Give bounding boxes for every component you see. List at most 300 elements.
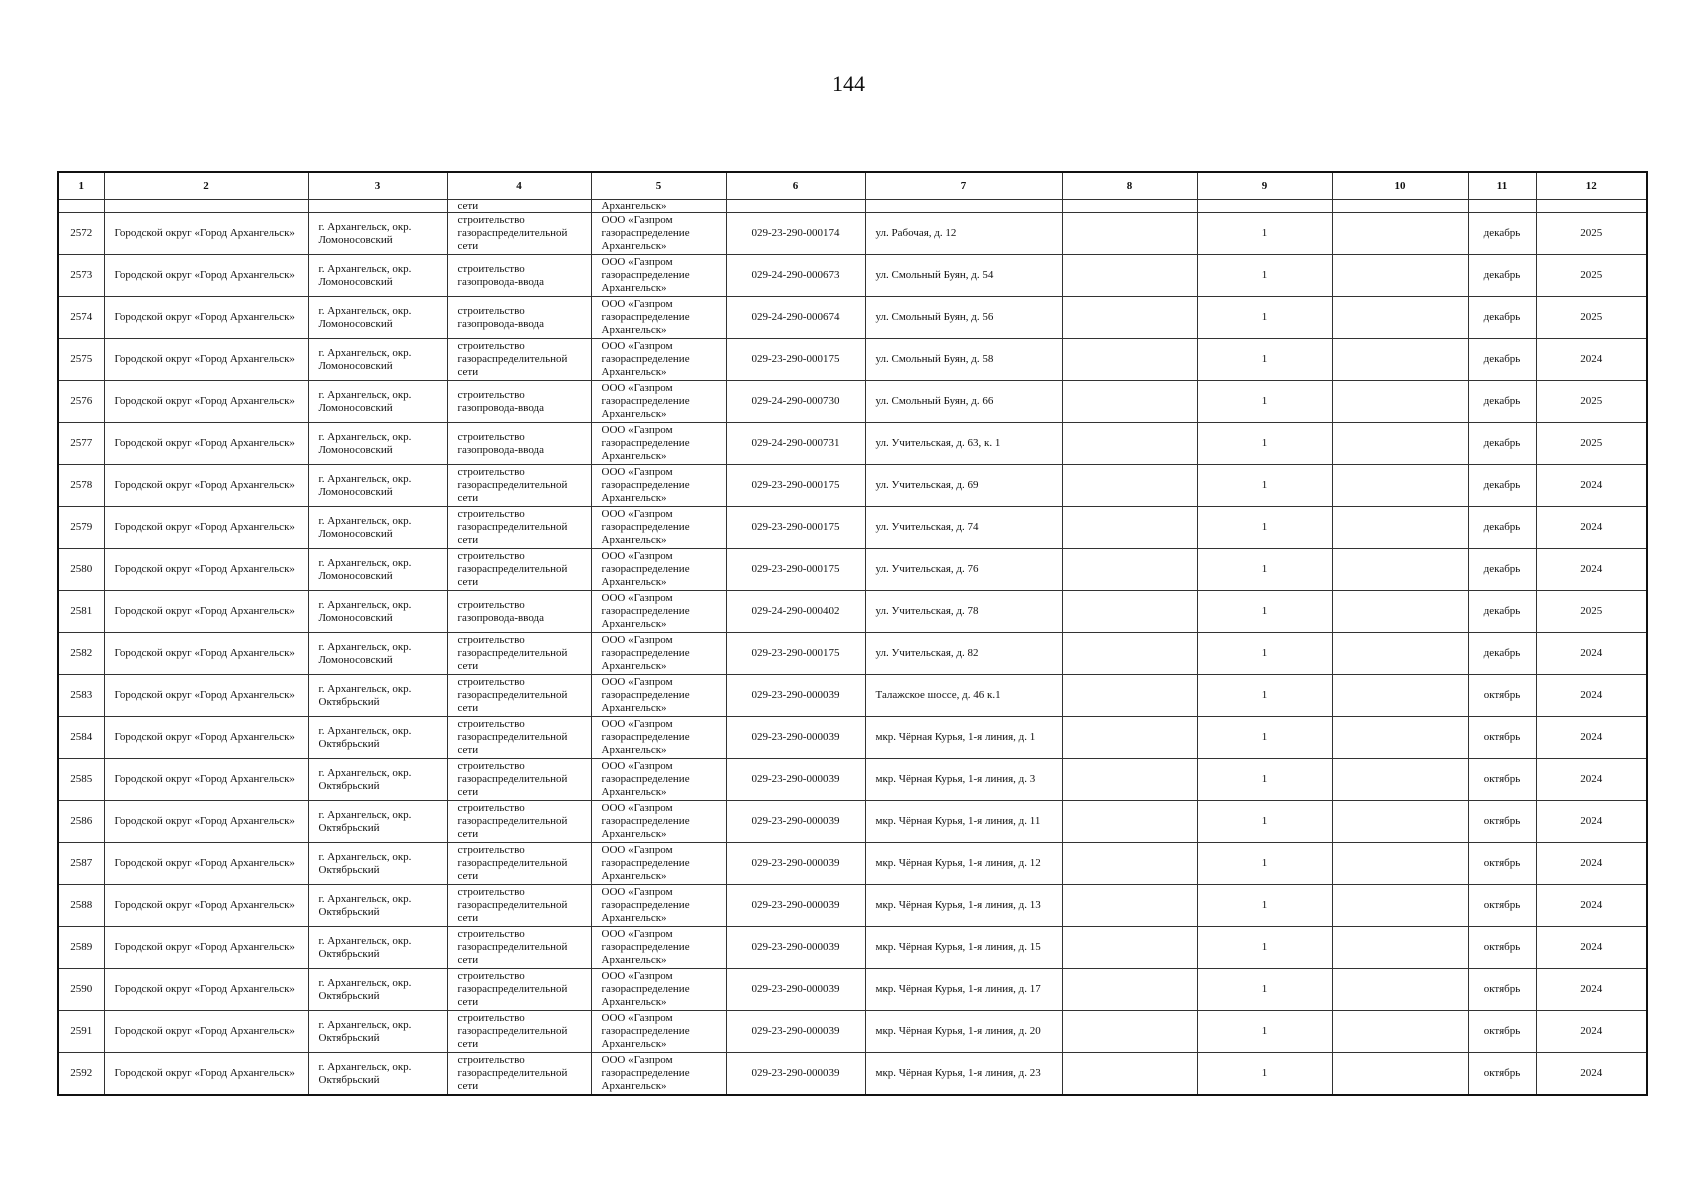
- district-cell: Городской округ «Город Архангельск»: [104, 591, 308, 633]
- column-8-cell: [1062, 633, 1197, 675]
- column-8-cell: [1062, 200, 1197, 213]
- location-cell: г. Архангельск, окр. Октябрьский: [308, 885, 447, 927]
- column-10-cell: [1332, 1053, 1468, 1096]
- year-cell: 2024: [1536, 465, 1647, 507]
- district-cell: Городской округ «Город Архангельск»: [104, 759, 308, 801]
- quantity-cell: 1: [1197, 255, 1332, 297]
- month-cell: декабрь: [1468, 633, 1536, 675]
- column-header-6: 6: [726, 172, 865, 200]
- year-cell: 2025: [1536, 423, 1647, 465]
- year-cell: 2024: [1536, 717, 1647, 759]
- table-row: [58, 927, 1647, 969]
- address-cell: мкр. Чёрная Курья, 1-я линия, д. 23: [865, 1053, 1062, 1096]
- table-body: [58, 200, 1647, 1096]
- code-cell: 029-23-290-000039: [726, 1011, 865, 1053]
- quantity-cell: [1197, 200, 1332, 213]
- month-cell: октябрь: [1468, 717, 1536, 759]
- column-10-cell: [1332, 675, 1468, 717]
- month-cell: октябрь: [1468, 969, 1536, 1011]
- column-8-cell: [1062, 885, 1197, 927]
- column-8-cell: [1062, 717, 1197, 759]
- month-cell: октябрь: [1468, 801, 1536, 843]
- year-cell: 2024: [1536, 507, 1647, 549]
- work-type-cell: сети: [447, 200, 591, 213]
- organization-cell: ООО «Газпром газораспределение Архангельск»: [591, 885, 726, 927]
- month-cell: декабрь: [1468, 381, 1536, 423]
- location-cell: г. Архангельск, окр. Октябрьский: [308, 801, 447, 843]
- location-cell: г. Архангельск, окр. Ломоносовский: [308, 213, 447, 255]
- organization-cell: ООО «Газпром газораспределение Архангельск»: [591, 423, 726, 465]
- district-cell: Городской округ «Город Архангельск»: [104, 549, 308, 591]
- header-row: [58, 172, 1647, 200]
- code-cell: 029-23-290-000175: [726, 507, 865, 549]
- column-header-11: 11: [1468, 172, 1536, 200]
- column-8-cell: [1062, 213, 1197, 255]
- month-cell: декабрь: [1468, 423, 1536, 465]
- code-cell: 029-23-290-000174: [726, 213, 865, 255]
- column-8-cell: [1062, 591, 1197, 633]
- address-cell: ул. Рабочая, д. 12: [865, 213, 1062, 255]
- work-type-cell: строительство газораспределительной сети: [447, 717, 591, 759]
- column-8-cell: [1062, 801, 1197, 843]
- column-10-cell: [1332, 200, 1468, 213]
- table-row: [58, 675, 1647, 717]
- district-cell: Городской округ «Город Архангельск»: [104, 801, 308, 843]
- district-cell: Городской округ «Город Архангельск»: [104, 297, 308, 339]
- table-row: [58, 591, 1647, 633]
- month-cell: октябрь: [1468, 843, 1536, 885]
- code-cell: 029-23-290-000175: [726, 465, 865, 507]
- column-header-8: 8: [1062, 172, 1197, 200]
- work-type-cell: строительство газораспределительной сети: [447, 1053, 591, 1096]
- column-header-10: 10: [1332, 172, 1468, 200]
- table-row: [58, 507, 1647, 549]
- quantity-cell: 1: [1197, 381, 1332, 423]
- column-8-cell: [1062, 1053, 1197, 1096]
- organization-cell: ООО «Газпром газораспределение Архангельск»: [591, 1053, 726, 1096]
- year-cell: 2024: [1536, 549, 1647, 591]
- organization-cell: ООО «Газпром газораспределение Архангельск»: [591, 969, 726, 1011]
- address-cell: мкр. Чёрная Курья, 1-я линия, д. 3: [865, 759, 1062, 801]
- row-number: 2588: [58, 885, 104, 927]
- month-cell: декабрь: [1468, 591, 1536, 633]
- table-row: [58, 339, 1647, 381]
- location-cell: г. Архангельск, окр. Ломоносовский: [308, 507, 447, 549]
- column-10-cell: [1332, 717, 1468, 759]
- month-cell: октябрь: [1468, 927, 1536, 969]
- quantity-cell: 1: [1197, 339, 1332, 381]
- month-cell: октябрь: [1468, 1011, 1536, 1053]
- column-10-cell: [1332, 507, 1468, 549]
- row-number: 2579: [58, 507, 104, 549]
- location-cell: г. Архангельск, окр. Октябрьский: [308, 927, 447, 969]
- code-cell: 029-24-290-000731: [726, 423, 865, 465]
- organization-cell: ООО «Газпром газораспределение Архангельск»: [591, 297, 726, 339]
- month-cell: декабрь: [1468, 297, 1536, 339]
- year-cell: [1536, 200, 1647, 213]
- year-cell: 2025: [1536, 591, 1647, 633]
- organization-cell: ООО «Газпром газораспределение Архангельск»: [591, 633, 726, 675]
- quantity-cell: 1: [1197, 675, 1332, 717]
- organization-cell: ООО «Газпром газораспределение Архангельск»: [591, 759, 726, 801]
- quantity-cell: 1: [1197, 801, 1332, 843]
- organization-cell: ООО «Газпром газораспределение Архангельск»: [591, 549, 726, 591]
- location-cell: г. Архангельск, окр. Октябрьский: [308, 675, 447, 717]
- code-cell: 029-23-290-000039: [726, 759, 865, 801]
- address-cell: ул. Учительская, д. 74: [865, 507, 1062, 549]
- column-8-cell: [1062, 759, 1197, 801]
- row-number: 2575: [58, 339, 104, 381]
- column-10-cell: [1332, 1011, 1468, 1053]
- year-cell: 2024: [1536, 885, 1647, 927]
- work-type-cell: строительство газораспределительной сети: [447, 843, 591, 885]
- month-cell: октябрь: [1468, 675, 1536, 717]
- column-10-cell: [1332, 885, 1468, 927]
- district-cell: Городской округ «Город Архангельск»: [104, 969, 308, 1011]
- address-cell: ул. Смольный Буян, д. 66: [865, 381, 1062, 423]
- organization-cell: ООО «Газпром газораспределение Архангельск»: [591, 381, 726, 423]
- row-number: 2587: [58, 843, 104, 885]
- table-row: [58, 969, 1647, 1011]
- year-cell: 2024: [1536, 1053, 1647, 1096]
- quantity-cell: 1: [1197, 549, 1332, 591]
- work-type-cell: строительство газораспределительной сети: [447, 675, 591, 717]
- row-number: 2583: [58, 675, 104, 717]
- code-cell: 029-23-290-000039: [726, 969, 865, 1011]
- address-cell: Талажское шоссе, д. 46 к.1: [865, 675, 1062, 717]
- year-cell: 2024: [1536, 633, 1647, 675]
- table-row: [58, 549, 1647, 591]
- row-number: [58, 200, 104, 213]
- column-10-cell: [1332, 843, 1468, 885]
- month-cell: [1468, 200, 1536, 213]
- location-cell: г. Архангельск, окр. Ломоносовский: [308, 591, 447, 633]
- table-row: [58, 465, 1647, 507]
- year-cell: 2025: [1536, 255, 1647, 297]
- column-10-cell: [1332, 255, 1468, 297]
- district-cell: Городской округ «Город Архангельск»: [104, 633, 308, 675]
- column-header-3: 3: [308, 172, 447, 200]
- quantity-cell: 1: [1197, 633, 1332, 675]
- address-cell: ул. Учительская, д. 76: [865, 549, 1062, 591]
- address-cell: мкр. Чёрная Курья, 1-я линия, д. 15: [865, 927, 1062, 969]
- quantity-cell: 1: [1197, 717, 1332, 759]
- year-cell: 2024: [1536, 927, 1647, 969]
- column-header-4: 4: [447, 172, 591, 200]
- code-cell: 029-24-290-000673: [726, 255, 865, 297]
- district-cell: Городской округ «Город Архангельск»: [104, 717, 308, 759]
- code-cell: 029-23-290-000039: [726, 1053, 865, 1096]
- work-type-cell: строительство газораспределительной сети: [447, 927, 591, 969]
- work-type-cell: строительство газопровода-ввода: [447, 591, 591, 633]
- location-cell: г. Архангельск, окр. Октябрьский: [308, 1053, 447, 1096]
- code-cell: 029-23-290-000039: [726, 801, 865, 843]
- month-cell: декабрь: [1468, 339, 1536, 381]
- work-type-cell: строительство газопровода-ввода: [447, 381, 591, 423]
- column-10-cell: [1332, 927, 1468, 969]
- row-number: 2589: [58, 927, 104, 969]
- district-cell: Городской округ «Город Архангельск»: [104, 255, 308, 297]
- table-row: [58, 381, 1647, 423]
- year-cell: 2024: [1536, 843, 1647, 885]
- quantity-cell: 1: [1197, 591, 1332, 633]
- column-header-2: 2: [104, 172, 308, 200]
- work-type-cell: строительство газораспределительной сети: [447, 213, 591, 255]
- work-type-cell: строительство газораспределительной сети: [447, 801, 591, 843]
- address-cell: ул. Учительская, д. 69: [865, 465, 1062, 507]
- column-10-cell: [1332, 339, 1468, 381]
- organization-cell: ООО «Газпром газораспределение Архангельск»: [591, 675, 726, 717]
- quantity-cell: 1: [1197, 465, 1332, 507]
- row-number: 2578: [58, 465, 104, 507]
- location-cell: г. Архангельск, окр. Октябрьский: [308, 759, 447, 801]
- row-number: 2572: [58, 213, 104, 255]
- month-cell: декабрь: [1468, 255, 1536, 297]
- district-cell: Городской округ «Город Архангельск»: [104, 339, 308, 381]
- district-cell: Городской округ «Город Архангельск»: [104, 507, 308, 549]
- organization-cell: ООО «Газпром газораспределение Архангельск»: [591, 927, 726, 969]
- organization-cell: ООО «Газпром газораспределение Архангельск»: [591, 843, 726, 885]
- column-header-12: 12: [1536, 172, 1647, 200]
- column-header-9: 9: [1197, 172, 1332, 200]
- column-10-cell: [1332, 549, 1468, 591]
- location-cell: г. Архангельск, окр. Октябрьский: [308, 969, 447, 1011]
- address-cell: ул. Смольный Буян, д. 56: [865, 297, 1062, 339]
- column-8-cell: [1062, 507, 1197, 549]
- column-8-cell: [1062, 297, 1197, 339]
- column-10-cell: [1332, 591, 1468, 633]
- code-cell: 029-23-290-000039: [726, 717, 865, 759]
- month-cell: октябрь: [1468, 1053, 1536, 1096]
- month-cell: декабрь: [1468, 549, 1536, 591]
- address-cell: ул. Смольный Буян, д. 54: [865, 255, 1062, 297]
- district-cell: Городской округ «Город Архангельск»: [104, 381, 308, 423]
- location-cell: г. Архангельск, окр. Октябрьский: [308, 843, 447, 885]
- address-cell: мкр. Чёрная Курья, 1-я линия, д. 20: [865, 1011, 1062, 1053]
- table-row: [58, 717, 1647, 759]
- location-cell: г. Архангельск, окр. Ломоносовский: [308, 633, 447, 675]
- location-cell: г. Архангельск, окр. Ломоносовский: [308, 297, 447, 339]
- quantity-cell: 1: [1197, 969, 1332, 1011]
- code-cell: 029-23-290-000039: [726, 927, 865, 969]
- organization-cell: ООО «Газпром газораспределение Архангельск»: [591, 801, 726, 843]
- table-row: [58, 759, 1647, 801]
- location-cell: г. Архангельск, окр. Ломоносовский: [308, 255, 447, 297]
- organization-cell: ООО «Газпром газораспределение Архангельск»: [591, 465, 726, 507]
- column-10-cell: [1332, 423, 1468, 465]
- address-cell: мкр. Чёрная Курья, 1-я линия, д. 17: [865, 969, 1062, 1011]
- district-cell: Городской округ «Город Архангельск»: [104, 423, 308, 465]
- year-cell: 2025: [1536, 297, 1647, 339]
- district-cell: Городской округ «Город Архангельск»: [104, 1011, 308, 1053]
- quantity-cell: 1: [1197, 1011, 1332, 1053]
- code-cell: 029-23-290-000039: [726, 675, 865, 717]
- organization-cell: ООО «Газпром газораспределение Архангельск»: [591, 339, 726, 381]
- district-cell: Городской округ «Город Архангельск»: [104, 213, 308, 255]
- quantity-cell: 1: [1197, 843, 1332, 885]
- work-type-cell: строительство газораспределительной сети: [447, 339, 591, 381]
- work-type-cell: строительство газораспределительной сети: [447, 1011, 591, 1053]
- column-10-cell: [1332, 465, 1468, 507]
- work-type-cell: строительство газораспределительной сети: [447, 759, 591, 801]
- table-row: [58, 1011, 1647, 1053]
- column-10-cell: [1332, 969, 1468, 1011]
- code-cell: 029-23-290-000175: [726, 339, 865, 381]
- quantity-cell: 1: [1197, 759, 1332, 801]
- year-cell: 2025: [1536, 381, 1647, 423]
- location-cell: г. Архангельск, окр. Ломоносовский: [308, 423, 447, 465]
- work-type-cell: строительство газопровода-ввода: [447, 297, 591, 339]
- month-cell: октябрь: [1468, 885, 1536, 927]
- quantity-cell: 1: [1197, 213, 1332, 255]
- row-number: 2590: [58, 969, 104, 1011]
- column-10-cell: [1332, 213, 1468, 255]
- organization-cell: ООО «Газпром газораспределение Архангельск»: [591, 717, 726, 759]
- month-cell: декабрь: [1468, 507, 1536, 549]
- table-row: [58, 213, 1647, 255]
- organization-cell: ООО «Газпром газораспределение Архангельск»: [591, 507, 726, 549]
- work-type-cell: строительство газопровода-ввода: [447, 255, 591, 297]
- location-cell: [308, 200, 447, 213]
- work-type-cell: строительство газораспределительной сети: [447, 969, 591, 1011]
- column-header-1: 1: [58, 172, 104, 200]
- table-row: [58, 1053, 1647, 1096]
- organization-cell: ООО «Газпром газораспределение Архангельск»: [591, 213, 726, 255]
- district-cell: Городской округ «Город Архангельск»: [104, 927, 308, 969]
- work-type-cell: строительство газопровода-ввода: [447, 423, 591, 465]
- table-row: [58, 297, 1647, 339]
- table-row: [58, 885, 1647, 927]
- column-8-cell: [1062, 549, 1197, 591]
- code-cell: 029-24-290-000730: [726, 381, 865, 423]
- year-cell: 2024: [1536, 675, 1647, 717]
- year-cell: 2025: [1536, 213, 1647, 255]
- location-cell: г. Архангельск, окр. Ломоносовский: [308, 549, 447, 591]
- district-cell: Городской округ «Город Архангельск»: [104, 675, 308, 717]
- row-number: 2580: [58, 549, 104, 591]
- code-cell: 029-23-290-000039: [726, 843, 865, 885]
- column-8-cell: [1062, 1011, 1197, 1053]
- row-number: 2581: [58, 591, 104, 633]
- table-row: [58, 843, 1647, 885]
- column-8-cell: [1062, 843, 1197, 885]
- column-8-cell: [1062, 465, 1197, 507]
- address-cell: [865, 200, 1062, 213]
- address-cell: ул. Учительская, д. 63, к. 1: [865, 423, 1062, 465]
- work-type-cell: строительство газораспределительной сети: [447, 549, 591, 591]
- row-number: 2586: [58, 801, 104, 843]
- table-header: [58, 172, 1647, 200]
- page-number: 144: [832, 71, 865, 96]
- row-number: 2585: [58, 759, 104, 801]
- code-cell: 029-23-290-000175: [726, 633, 865, 675]
- quantity-cell: 1: [1197, 507, 1332, 549]
- column-10-cell: [1332, 633, 1468, 675]
- column-8-cell: [1062, 927, 1197, 969]
- location-cell: г. Архангельск, окр. Октябрьский: [308, 717, 447, 759]
- registry-table: [57, 171, 1648, 1096]
- table-row: [58, 801, 1647, 843]
- row-number: 2591: [58, 1011, 104, 1053]
- district-cell: [104, 200, 308, 213]
- column-10-cell: [1332, 381, 1468, 423]
- column-10-cell: [1332, 759, 1468, 801]
- year-cell: 2024: [1536, 339, 1647, 381]
- location-cell: г. Архангельск, окр. Ломоносовский: [308, 381, 447, 423]
- location-cell: г. Архангельск, окр. Октябрьский: [308, 1011, 447, 1053]
- year-cell: 2024: [1536, 759, 1647, 801]
- column-8-cell: [1062, 339, 1197, 381]
- quantity-cell: 1: [1197, 885, 1332, 927]
- row-number: 2576: [58, 381, 104, 423]
- quantity-cell: 1: [1197, 297, 1332, 339]
- quantity-cell: 1: [1197, 423, 1332, 465]
- column-10-cell: [1332, 801, 1468, 843]
- address-cell: ул. Учительская, д. 78: [865, 591, 1062, 633]
- month-cell: октябрь: [1468, 759, 1536, 801]
- code-cell: 029-23-290-000175: [726, 549, 865, 591]
- month-cell: декабрь: [1468, 465, 1536, 507]
- column-header-7: 7: [865, 172, 1062, 200]
- table-row: [58, 633, 1647, 675]
- work-type-cell: строительство газораспределительной сети: [447, 633, 591, 675]
- quantity-cell: 1: [1197, 1053, 1332, 1096]
- year-cell: 2024: [1536, 1011, 1647, 1053]
- table-row: [58, 255, 1647, 297]
- address-cell: мкр. Чёрная Курья, 1-я линия, д. 1: [865, 717, 1062, 759]
- row-number: 2577: [58, 423, 104, 465]
- code-cell: [726, 200, 865, 213]
- address-cell: ул. Смольный Буян, д. 58: [865, 339, 1062, 381]
- work-type-cell: строительство газораспределительной сети: [447, 885, 591, 927]
- work-type-cell: строительство газораспределительной сети: [447, 465, 591, 507]
- column-8-cell: [1062, 969, 1197, 1011]
- district-cell: Городской округ «Город Архангельск»: [104, 843, 308, 885]
- row-number: 2584: [58, 717, 104, 759]
- code-cell: 029-24-290-000674: [726, 297, 865, 339]
- column-8-cell: [1062, 423, 1197, 465]
- address-cell: мкр. Чёрная Курья, 1-я линия, д. 13: [865, 885, 1062, 927]
- code-cell: 029-24-290-000402: [726, 591, 865, 633]
- column-header-5: 5: [591, 172, 726, 200]
- district-cell: Городской округ «Город Архангельск»: [104, 465, 308, 507]
- organization-cell: ООО «Газпром газораспределение Архангельск»: [591, 591, 726, 633]
- district-cell: Городской округ «Город Архангельск»: [104, 1053, 308, 1096]
- year-cell: 2024: [1536, 801, 1647, 843]
- organization-cell: ООО «Газпром газораспределение Архангельск»: [591, 255, 726, 297]
- address-cell: мкр. Чёрная Курья, 1-я линия, д. 12: [865, 843, 1062, 885]
- column-10-cell: [1332, 297, 1468, 339]
- continuation-row: [58, 200, 1647, 213]
- column-8-cell: [1062, 675, 1197, 717]
- year-cell: 2024: [1536, 969, 1647, 1011]
- month-cell: декабрь: [1468, 213, 1536, 255]
- district-cell: Городской округ «Город Архангельск»: [104, 885, 308, 927]
- organization-cell: ООО «Газпром газораспределение Архангельск»: [591, 1011, 726, 1053]
- column-8-cell: [1062, 381, 1197, 423]
- address-cell: ул. Учительская, д. 82: [865, 633, 1062, 675]
- row-number: 2574: [58, 297, 104, 339]
- quantity-cell: 1: [1197, 927, 1332, 969]
- column-8-cell: [1062, 255, 1197, 297]
- table-row: [58, 423, 1647, 465]
- row-number: 2573: [58, 255, 104, 297]
- code-cell: 029-23-290-000039: [726, 885, 865, 927]
- organization-cell: Архангельск»: [591, 200, 726, 213]
- work-type-cell: строительство газораспределительной сети: [447, 507, 591, 549]
- location-cell: г. Архангельск, окр. Ломоносовский: [308, 465, 447, 507]
- address-cell: мкр. Чёрная Курья, 1-я линия, д. 11: [865, 801, 1062, 843]
